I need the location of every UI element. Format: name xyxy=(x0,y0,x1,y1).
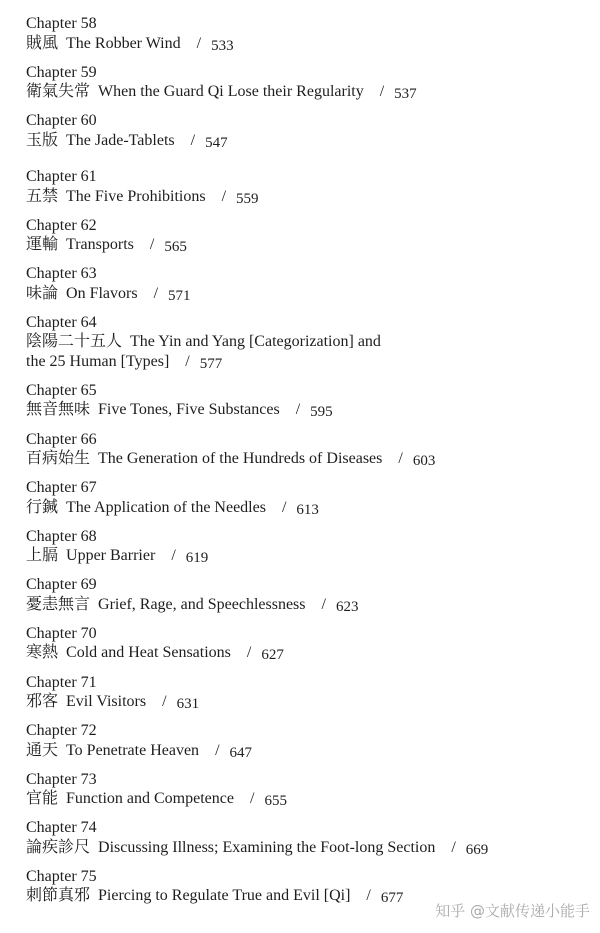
watermark: 知乎 @文献传递小能手 xyxy=(435,902,590,920)
toc-entry-67[interactable] xyxy=(26,478,596,527)
chapter-title-line xyxy=(26,34,596,55)
chapter-number: Chapter 74 xyxy=(26,819,97,837)
english-title: Cold and Heat Sensations xyxy=(66,644,231,662)
toc-entry-60[interactable] xyxy=(26,111,596,167)
english-title: Transports xyxy=(66,236,134,254)
chinese-title: 憂恚無言 xyxy=(26,595,91,613)
chapter-title-line xyxy=(26,789,596,810)
toc-entry-58[interactable] xyxy=(26,14,596,63)
chinese-title: 賊風 xyxy=(26,34,59,52)
english-title-continued: the 25 Human [Types] xyxy=(26,352,170,370)
page-number: 647 xyxy=(229,744,253,761)
page-number: 613 xyxy=(296,501,319,518)
toc-entry-70[interactable] xyxy=(26,624,596,673)
chapter-title-line-continued xyxy=(26,352,596,373)
page-number: 623 xyxy=(335,598,359,615)
page-number: 533 xyxy=(211,37,234,54)
chapter-title-line xyxy=(26,692,596,713)
english-title: The Yin and Yang [Categorization] and xyxy=(130,333,381,351)
separator: / xyxy=(321,595,326,613)
chapter-title-line xyxy=(26,449,596,470)
separator: / xyxy=(171,547,176,565)
english-title: Five Tones, Five Substances xyxy=(98,401,280,419)
chapter-number: Chapter 64 xyxy=(26,313,97,331)
english-title: The Generation of the Hundreds of Diseases xyxy=(98,450,383,468)
toc-entry-64[interactable] xyxy=(26,313,596,381)
english-title: Evil Visitors xyxy=(66,693,147,711)
separator: / xyxy=(221,187,227,205)
page-number: 547 xyxy=(205,134,228,151)
chapter-number: Chapter 73 xyxy=(26,770,97,788)
separator: / xyxy=(196,34,202,52)
chapter-number: Chapter 59 xyxy=(26,63,97,81)
separator: / xyxy=(162,693,167,711)
toc-entry-72[interactable] xyxy=(26,721,596,770)
chapter-title-line xyxy=(26,595,596,616)
chinese-title: 味論 xyxy=(26,284,59,302)
separator: / xyxy=(366,887,371,905)
english-title: Function and Competence xyxy=(66,790,234,808)
separator: / xyxy=(451,838,456,856)
separator: / xyxy=(153,284,159,302)
chapter-title-line xyxy=(26,131,596,152)
english-title: The Robber Wind xyxy=(66,34,181,52)
english-title: To Penetrate Heaven xyxy=(66,741,200,759)
chinese-title: 通天 xyxy=(26,741,59,759)
page-number: 655 xyxy=(264,793,287,810)
chapter-title-line xyxy=(26,546,596,567)
toc-entry-71[interactable] xyxy=(26,673,596,722)
chapter-number: Chapter 62 xyxy=(26,216,97,234)
separator: / xyxy=(398,450,403,468)
toc-entry-69[interactable] xyxy=(26,575,596,624)
chapter-number: Chapter 71 xyxy=(26,673,97,691)
english-title: Grief, Rage, and Speechlessness xyxy=(98,595,306,613)
chapter-number: Chapter 61 xyxy=(26,168,97,186)
separator: / xyxy=(246,644,252,662)
page-number: 603 xyxy=(412,453,436,470)
chapter-title-line xyxy=(26,643,596,664)
separator: / xyxy=(149,236,155,254)
page-number: 577 xyxy=(199,355,223,372)
chapter-number: Chapter 69 xyxy=(26,576,97,594)
chapter-number: Chapter 60 xyxy=(26,112,97,130)
page-number: 571 xyxy=(168,287,191,304)
table-of-contents xyxy=(26,14,596,916)
chapter-number: Chapter 70 xyxy=(26,624,97,642)
chapter-number: Chapter 58 xyxy=(26,15,97,32)
chinese-title: 邪客 xyxy=(26,693,59,711)
english-title: On Flavors xyxy=(66,284,138,302)
chapter-title-line xyxy=(26,400,596,421)
toc-entry-66[interactable] xyxy=(26,430,596,479)
chinese-title: 五禁 xyxy=(26,187,59,205)
chapter-title-line xyxy=(26,284,596,305)
chinese-title: 衛氣失常 xyxy=(26,83,91,101)
english-title: Upper Barrier xyxy=(66,547,156,565)
english-title: The Five Prohibitions xyxy=(66,187,206,205)
chapter-title-line xyxy=(26,82,596,103)
chapter-title-line xyxy=(26,235,596,256)
page-number: 619 xyxy=(185,550,209,567)
chinese-title: 百病始生 xyxy=(26,450,91,468)
chapter-title-line xyxy=(26,741,596,762)
chinese-title: 官能 xyxy=(26,790,59,808)
toc-entry-61[interactable] xyxy=(26,167,596,216)
separator: / xyxy=(249,790,255,808)
english-title: Discussing Illness; Examining the Foot-long Section xyxy=(98,838,436,856)
toc-entry-74[interactable] xyxy=(26,818,596,867)
chapter-title-line xyxy=(26,838,596,859)
chapter-number: Chapter 75 xyxy=(26,867,97,885)
toc-entry-62[interactable] xyxy=(26,216,596,265)
chinese-title: 刺節真邪 xyxy=(26,887,91,905)
page-number: 627 xyxy=(261,647,284,664)
page-number: 559 xyxy=(236,190,259,207)
page-number: 631 xyxy=(176,696,200,713)
english-title: The Application of the Needles xyxy=(66,498,266,516)
english-title: When the Guard Qi Lose their Regularity xyxy=(98,83,364,101)
separator: / xyxy=(215,741,220,759)
toc-entry-63[interactable] xyxy=(26,264,596,313)
toc-entry-59[interactable] xyxy=(26,63,596,112)
separator: / xyxy=(295,401,301,419)
chapter-title-line xyxy=(26,332,596,352)
chinese-title: 玉版 xyxy=(26,131,59,149)
chapter-number: Chapter 65 xyxy=(26,381,97,399)
chinese-title: 寒熱 xyxy=(26,644,59,662)
english-title: The Jade-Tablets xyxy=(66,131,175,149)
separator: / xyxy=(190,131,196,149)
page-number: 677 xyxy=(380,890,404,907)
chapter-title-line xyxy=(26,498,596,519)
chinese-title: 無音無味 xyxy=(26,401,91,419)
chinese-title: 運輸 xyxy=(26,236,59,254)
chapter-number: Chapter 63 xyxy=(26,265,97,283)
toc-entry-73[interactable] xyxy=(26,770,596,819)
chapter-number: Chapter 72 xyxy=(26,722,97,740)
separator: / xyxy=(185,352,190,370)
chapter-title-line xyxy=(26,187,596,208)
page-number: 565 xyxy=(164,239,187,256)
chinese-title: 行鍼 xyxy=(26,498,59,516)
chapter-number: Chapter 68 xyxy=(26,527,97,545)
toc-entry-65[interactable] xyxy=(26,381,596,430)
chinese-title: 陰陽二十五人 xyxy=(26,333,123,351)
chinese-title: 論疾診尺 xyxy=(26,838,91,856)
toc-entry-68[interactable] xyxy=(26,527,596,576)
page-number: 595 xyxy=(310,404,333,421)
chapter-number: Chapter 66 xyxy=(26,430,97,448)
separator: / xyxy=(379,83,385,101)
english-title: Piercing to Regulate True and Evil [Qi] xyxy=(98,887,351,905)
separator: / xyxy=(281,498,287,516)
chapter-number: Chapter 67 xyxy=(26,479,97,497)
chinese-title: 上膈 xyxy=(26,547,59,565)
page-number: 537 xyxy=(394,86,417,103)
page-number: 669 xyxy=(465,841,489,858)
